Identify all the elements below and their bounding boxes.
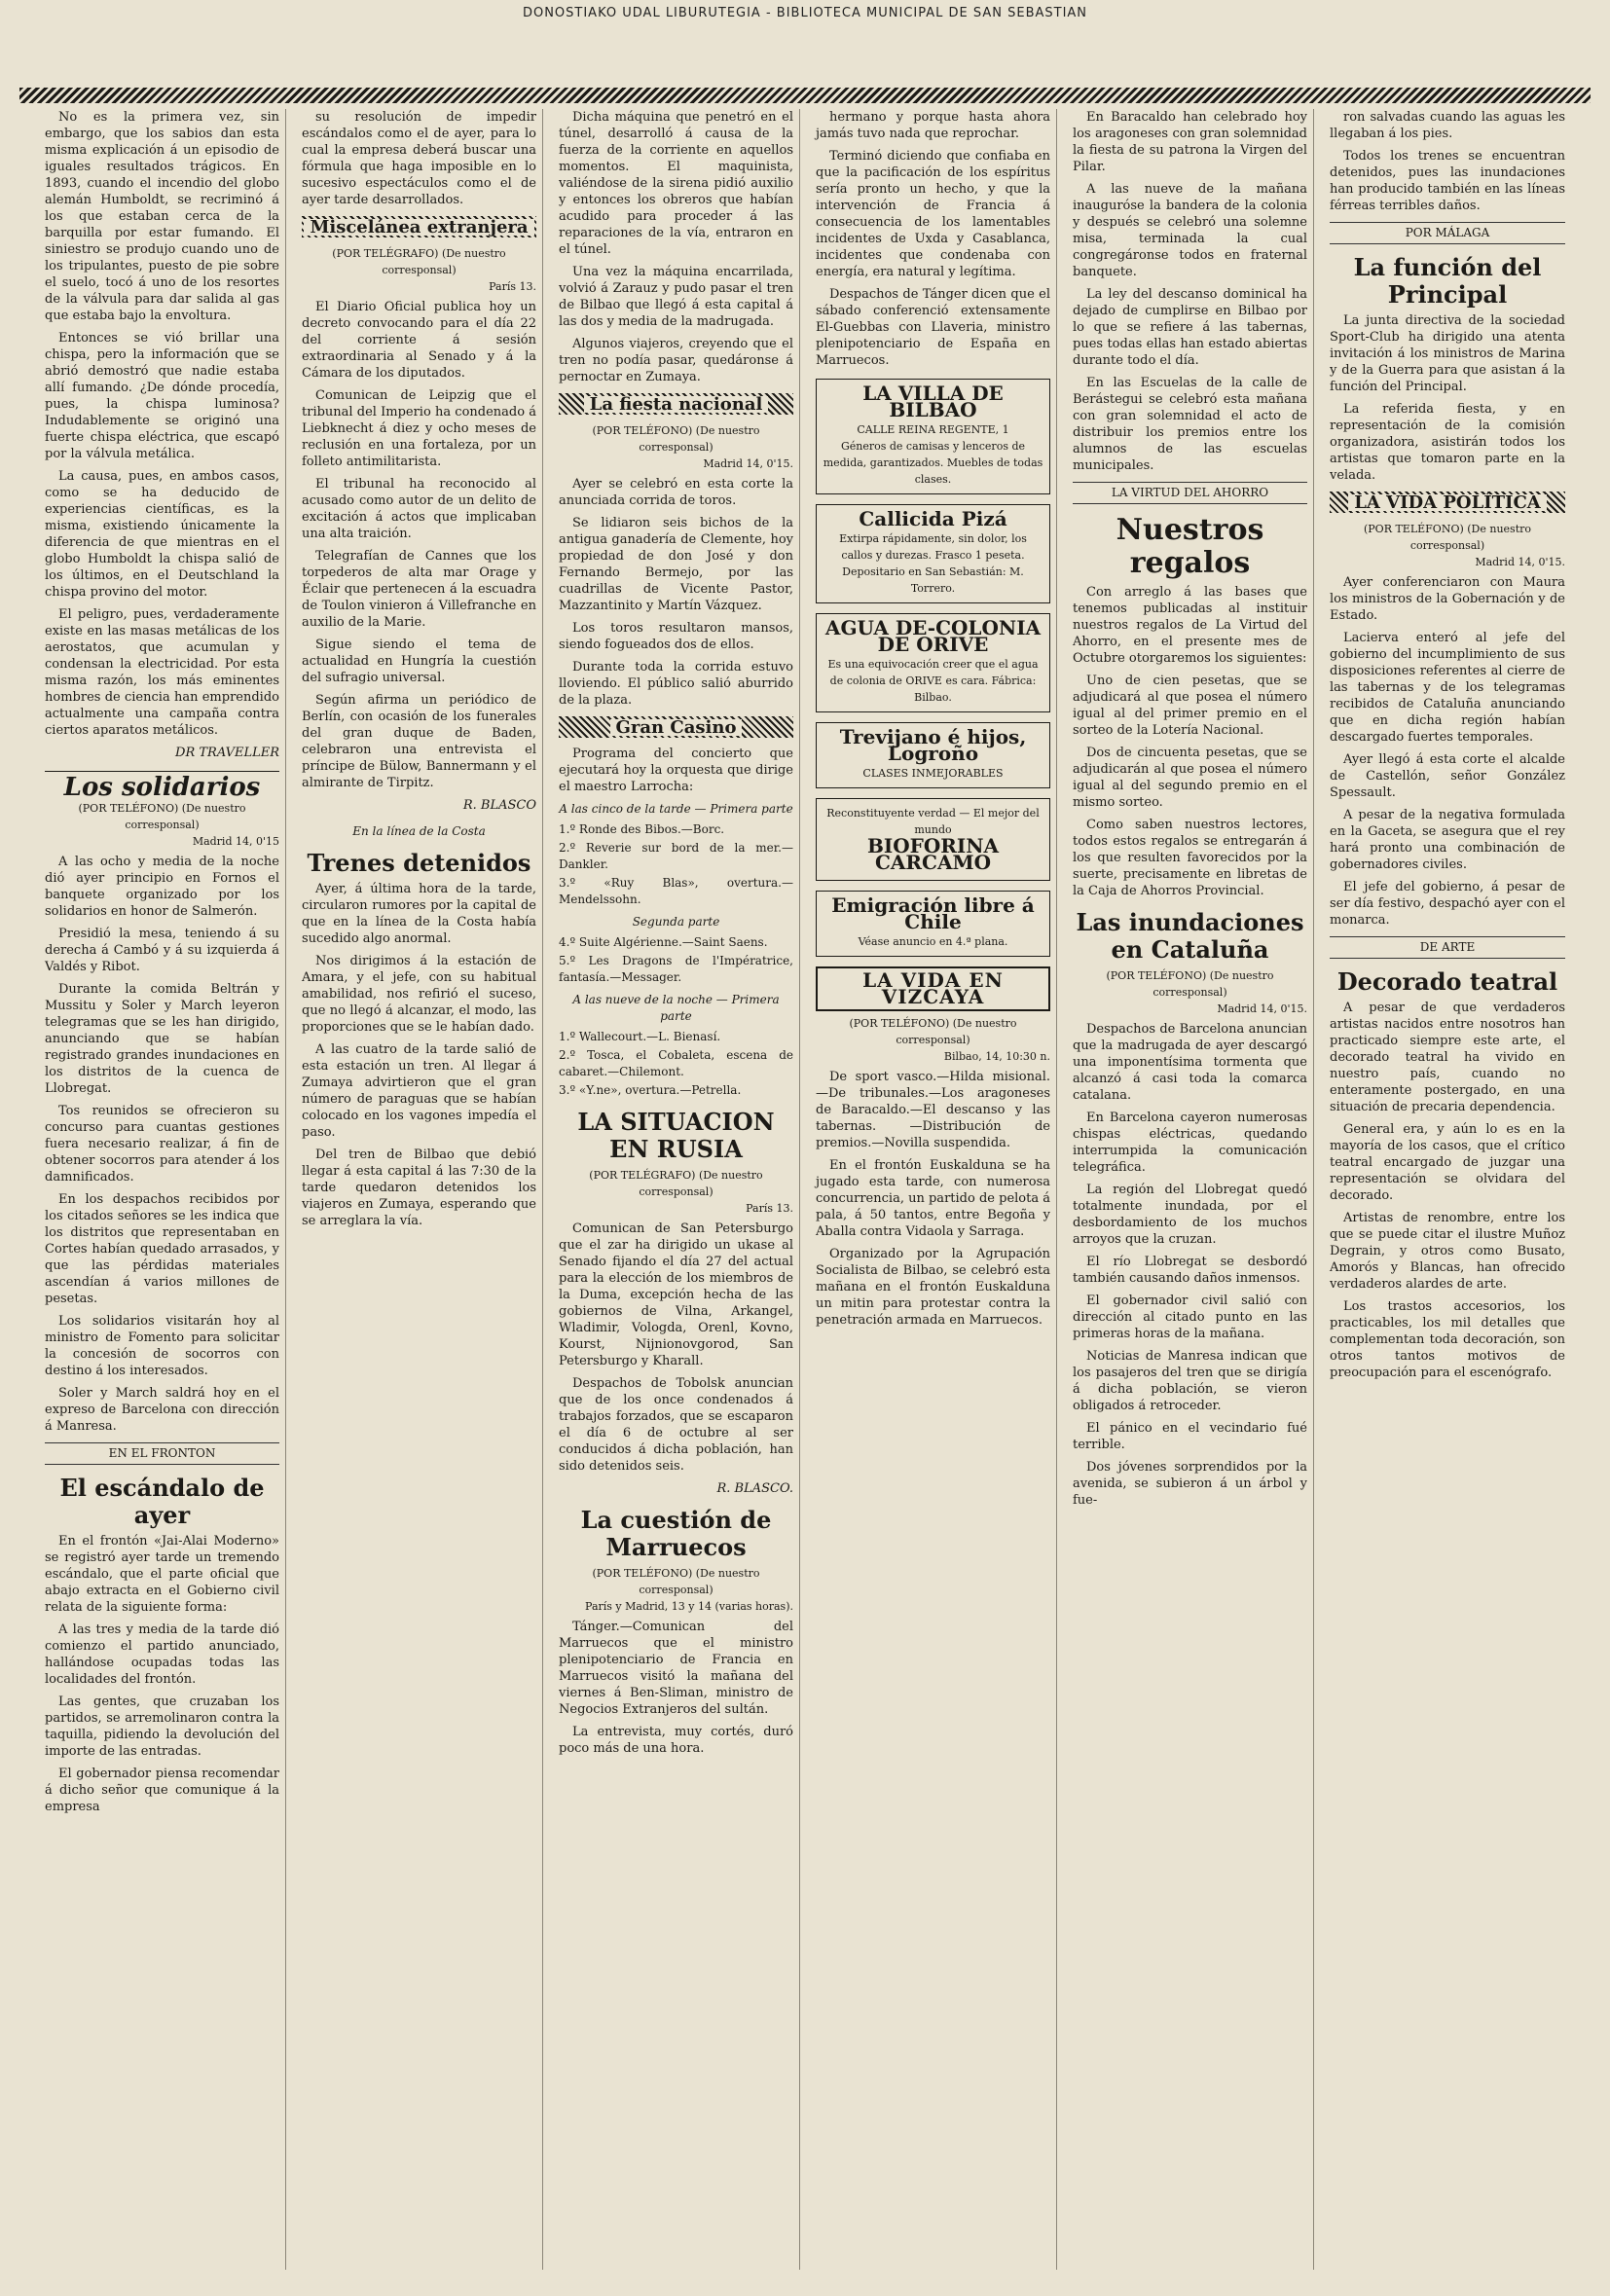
paragraph: A pesar de que verdaderos artistas nacidos entre nosotros han practicado siempre este arte, el decorado teatral ha vivido en nuestro país, cuando no enteramente postergado, en una situación de precaria dependencia. (1330, 1001, 1565, 1114)
dateline: Madrid 14, 0'15. (1217, 1002, 1307, 1015)
list-item: 2.º Reverie sur bord de la mer.—Dankler. (559, 841, 793, 871)
paragraph: El Diario Oficial publica hoy un decreto convocando para el día 22 del corriente á sesión extraordinaria al Senado y á la Cámara de los diputados. (302, 300, 536, 381)
newspaper-page (39, 109, 1571, 2270)
paragraph: En el frontón Euskalduna se ha jugado esta tarde, con numerosa concurrencia, un partido de pelota á pala, á 50 tantos, entre Begoña y Aballa contra Vidaola y Sarraga. (816, 1158, 1050, 1239)
paragraph: Ayer se celebró en esta corte la anunciada corrida de toros. (559, 477, 793, 508)
ad-title: Emigración libre á Chile (831, 893, 1035, 933)
paragraph: Como saben nuestros lectores, todos estos regalos se entregarán á los que resulten favorecidos por la suerte, precisamente en libretas de la Caja de Ahorros Provincial. (1073, 818, 1307, 898)
ad-trevijano (816, 722, 1050, 788)
paragraph: El gobernador piensa recomendar á dicho señor que comunique á la empresa (45, 1767, 279, 1814)
kicker-arte: DE ARTE (1330, 936, 1565, 959)
kicker-linea-costa: En la línea de la Costa (352, 824, 486, 838)
paragraph: El tribunal ha reconocido al acusado como autor de un delito de excitación á actos que implicaban una alta traición. (302, 477, 536, 541)
kicker-fronton: EN EL FRONTON (45, 1442, 279, 1465)
byline: (POR TELÉFONO) (De nuestro corresponsal) (849, 1017, 1017, 1046)
program-list-2 (559, 934, 793, 986)
column-6 (1324, 109, 1571, 2270)
paragraph: Tánger.—Comunican del Marruecos que el ministro plenipotenciario de Francia en Marruecos visitó la mañana del viernes á Ben-Sliman, ministro de Negocios Extranjeros del sultán. (559, 1620, 793, 1717)
paragraph: La causa, pues, en ambos casos, como se ha deducido de experiencias científicas, es la misma, existiendo únicamente la diferencia de que mientras en el globo Humboldt la chispa salió de los últimos, en el Deutschland la chispa provino del motor. (45, 469, 279, 600)
headline-principal: La función del Principal (1353, 253, 1542, 309)
paragraph: La entrevista, muy cortés, duró poco más de una hora. (559, 1725, 793, 1756)
signature: R. BLASCO (462, 798, 536, 813)
paragraph: Telegrafían de Cannes que los torpederos de alta mar Orage y Éclair que pertenecen á la escuadra de Toulon vinieron á Villefranche en auxilio de la Marie. (302, 549, 536, 630)
ad-callicida (816, 504, 1050, 603)
signature: R. BLASCO. (716, 1481, 793, 1496)
paragraph: Comunican de San Petersburgo que el zar ha dirigido un ukase al Senado fijando el día 27 del actual para la elección de los miembros de la Duma, excepción hecha de las gobiernos de Vilna, Arkangel, Wladimir, Vologda, Orenl, Kovno, Kourst, Nijnionovgorod, San Petersburgo y Kharall. (559, 1221, 793, 1368)
paragraph: Durante toda la corrida estuvo lloviendo. El público salió aburrido de la plaza. (559, 660, 793, 708)
paragraph: Ayer llegó á esta corte el alcalde de Castellón, señor González Spessault. (1330, 752, 1565, 800)
ad-subtitle: Véase anuncio en 4.ª plana. (858, 935, 1008, 948)
dateline: Bilbao, 14, 10:30 n. (943, 1050, 1050, 1063)
headline-marruecos: La cuestión de Marruecos (580, 1506, 772, 1561)
ad-subtitle: CALLE REINA REGENTE, 1 (857, 423, 1009, 436)
paragraph: Despachos de Tánger dicen que el sábado conferenció extensamente El-Guebbas con Llaveria, ministro plenipotenciario de España en Marruecos. (816, 287, 1050, 368)
paragraph: El río Llobregat se desbordó también causando daños inmensos. (1073, 1255, 1307, 1286)
column-1 (39, 109, 286, 2270)
program-list-1 (559, 821, 793, 908)
ad-villa-bilbao (816, 379, 1050, 494)
paragraph: Dicha máquina que penetró en el túnel, desarrolló á causa de la fuerza de la corriente en aquellos momentos. El maquinista, valiéndose de la sirena pidió auxilio y entonces los obreros que habían acudido para proceder á las reparaciones de la vía, entraron en el túnel. (559, 110, 793, 257)
byline: (POR TELÉFONO) (De nuestro corresponsal) (1106, 969, 1274, 999)
program-section: A las cinco de la tarde — Primera parte (559, 802, 793, 816)
dateline: Madrid 14, 0'15. (1475, 556, 1565, 568)
headline-politica: LA VIDA POLÍTICA (1348, 494, 1547, 511)
paragraph: Organizado por la Agrupación Socialista de Bilbao, se celebró esta mañana en el frontón Euskalduna un mitin para protestar contra la penetración armada en Marruecos. (816, 1247, 1050, 1328)
paragraph: ron salvadas cuando las aguas les llegaban á los pies. (1330, 110, 1565, 141)
program-list-3 (559, 1029, 793, 1099)
paragraph: La junta directiva de la sociedad Sport-Club ha dirigido una atenta invitación á los ministros de Marina y de la Guerra para que asistan á la función del Principal. (1330, 313, 1565, 394)
paragraph: La región del Llobregat quedó totalmente inundada, por el desbordamiento de los muchos arroyos que la cruzan. (1073, 1183, 1307, 1247)
headline-rusia: LA SITUACION EN RUSIA (577, 1108, 775, 1163)
headline-inundaciones: Las inundaciones en Cataluña (1076, 908, 1304, 964)
paragraph: Programa del concierto que ejecutará hoy la orquesta que dirige el maestro Larrocha: (559, 747, 793, 794)
headline-escandalo: El escándalo de ayer (59, 1474, 265, 1529)
paragraph: Durante la comida Beltrán y Mussitu y Soler y March leyeron telegramas que se les han dirigido, anunciando que se habían registrado grandes inundaciones en los distritos de la cuenca de Llobregat. (45, 982, 279, 1096)
paragraph: A las cuatro de la tarde salió de esta estación un tren. Al llegar á Zumaya advirtieron que el gran número de paraguas que se habían colocado en los vagones impedía el paso. (302, 1042, 536, 1140)
paragraph: Tos reunidos se ofrecieron su concurso para cuantas gestiones fuera necesario realizar, á fin de obtener socorros para atender á los damnificados. (45, 1104, 279, 1184)
paragraph: Los toros resultaron mansos, siendo fogueados dos de ellos. (559, 621, 793, 652)
list-item: 3.º «Ruy Blas», overtura.—Mendelssohn. (559, 876, 793, 906)
paragraph: Los trastos accesorios, los practicables, los mil detalles que complementan toda decoración, son otros tantos motivos de preocupación para el escenógrafo. (1330, 1299, 1565, 1380)
headline-miscelanea: Miscelánea extranjera (304, 219, 533, 236)
paragraph: El jefe del gobierno, á pesar de ser día festivo, despachó ayer con el monarca. (1330, 880, 1565, 928)
paragraph: A las nueve de la mañana inauguróse la bandera de la colonia y después se celebró una solemne misa, terminada la cual congregáronse todos en fraternal banquete. (1073, 182, 1307, 279)
list-item: 1.º Wallecourt.—L. Bienasí. (559, 1030, 721, 1043)
paragraph: Dos jóvenes sorprendidos por la avenida, se subieron á un árbol y fue- (1073, 1460, 1307, 1508)
paragraph: El gobernador civil salió con dirección al citado punto en las primeras horas de la mañana. (1073, 1294, 1307, 1341)
ad-bioforina (816, 798, 1050, 881)
ad-text: Géneros de camisas y lenceros de medida, garantizados. Muebles de todas clases. (823, 440, 1043, 486)
paragraph: Lacierva enteró al jefe del gobierno del incumplimiento de sus disposiciones referentes al cierre de las tabernas y de los telegramas recibidos de Cataluña anunciando que en dicha región habían descargado fuertes temporales. (1330, 631, 1565, 745)
paragraph: En Barcelona cayeron numerosas chispas eléctricas, quedando interrumpida la comunicación telegráfica. (1073, 1111, 1307, 1175)
paragraph: Los solidarios visitarán hoy al ministro de Fomento para solicitar la concesión de socorros con destino á los interesados. (45, 1314, 279, 1378)
column-3 (553, 109, 800, 2270)
paragraph: El peligro, pues, verdaderamente existe en las masas metálicas de los aerostatos, que acumulan y condensan la electricidad. Por esta misma razón, los más eminentes hombres de ciencia han emprendido actualmente una campaña contra ciertos aparatos metálicos. (45, 607, 279, 738)
ad-agua-colonia (816, 613, 1050, 712)
paragraph: No es la primera vez, sin embargo, que los sabios dan esta misma explicación á un episodio de iguales resultados trágicos. En 1893, cuando el incendio del globo alemán Humboldt, se recriminó á los que estaban cerca de la barquilla por estar fumando. El siniestro se produjo cuando uno de los tripulantes, puesto de pie sobre el suelo, tocó á uno de los resortes de la válvula para dar salida al gas que estaba bajo la envoltura. (45, 110, 279, 323)
library-banner: DONOSTIAKO UDAL LIBURUTEGIA - BIBLIOTECA MUNICIPAL DE SAN SEBASTIAN (522, 6, 1088, 20)
paragraph: General era, y aún lo es en la mayoría de los casos, que el crítico teatral encargado de juzgar una representación se olvidara del decorado. (1330, 1122, 1565, 1203)
headline-fiesta-box (559, 393, 793, 415)
paragraph: Noticias de Manresa indican que los pasajeros del tren que se dirigía á dicha población, se vieron obligados á retroceder. (1073, 1349, 1307, 1413)
headline-miscelanea-box (302, 216, 536, 237)
paragraph: El pánico en el vecindario fué terrible. (1073, 1421, 1307, 1452)
paragraph: Del tren de Bilbao que debió llegar á esta capital á las 7:30 de la tarde quedaron detenidos los viajeros en Zumaya, esperando que se arreglara la vía. (302, 1148, 536, 1228)
paragraph: Despachos de Barcelona anuncian que la madrugada de ayer descargó una imponentísima tormenta que alcanzó á casi toda la comarca catalana. (1073, 1022, 1307, 1103)
paragraph: Según afirma un periódico de Berlín, con ocasión de los funerales del gran duque de Baden, celebraron una entrevista el príncipe de Bülow, Bannermann y el almirante de Tirpitz. (302, 693, 536, 790)
paragraph: En Baracaldo han celebrado hoy los aragoneses con gran solemnidad la fiesta de su patrona la Virgen del Pilar. (1073, 110, 1307, 174)
paragraph: Se lidiaron seis bichos de la antigua ganadería de Clemente, hoy propiedad de don José y don Fernando Bermejo, por las cuadrillas de Vicente Pastor, Mazzantinito y Martín Vázquez. (559, 516, 793, 613)
paragraph: La ley del descanso dominical ha dejado de cumplirse en Bilbao por lo que se refiere á las tabernas, pues todas ellas han estado abiertas durante todo el día. (1073, 287, 1307, 368)
paragraph: De sport vasco.—Hilda misional. —De tribunales.—Los aragoneses de Baracaldo.—El descanso y las tabernas. —Distribución de premios.—Novilla suspendida. (816, 1070, 1050, 1150)
ad-title: Trevijano é hijos, Logroño (839, 725, 1027, 765)
headline-casino: Gran Casino (610, 719, 743, 736)
dateline: Madrid 14, 0'15 (192, 835, 279, 848)
column-5 (1067, 109, 1314, 2270)
byline: (POR TELÉFONO) (De nuestro corresponsal) (78, 802, 246, 831)
ad-emigracion (816, 891, 1050, 957)
paragraph: Comunican de Leipzig que el tribunal del Imperio ha condenado á Liebknecht á diez y ocho meses de reclusión en una fortaleza, por un folleto antimilitarista. (302, 388, 536, 469)
ad-subtitle: Reconstituyente verdad — El mejor del mundo (826, 807, 1040, 836)
dateline: París y Madrid, 13 y 14 (varias horas). (585, 1600, 793, 1613)
headline-trenes: Trenes detenidos (307, 849, 531, 877)
list-item: 3.º «Y.ne», overtura.—Petrella. (559, 1083, 742, 1097)
signature: DR TRAVELLER (175, 746, 279, 760)
paragraph: En las Escuelas de la calle de Berástegui se celebró esta mañana con gran solemnidad el acto de distribuir los premios entre los alumnos de las escuelas municipales. (1073, 376, 1307, 473)
paragraph: Nos dirigimos á la estación de Amara, y el jefe, con su habitual amabilidad, nos refirió el suceso, que no llegó á alcanzar, el modo, las proporciones que se le habían dado. (302, 954, 536, 1035)
program-section: A las nueve de la noche — Primera parte (572, 993, 780, 1023)
paragraph: Entonces se vió brillar una chispa, pero la información que se abrió demostró que nadie estaba allí fumando. ¿De dónde procedía, pues, la chispa luminosa? Indudablemente se originó una fuerte chispa eléctrica, que escapó por la válvula metálica. (45, 331, 279, 461)
paragraph: En el frontón «Jai-Alai Moderno» se registró ayer tarde un tremendo escándalo, que el parte oficial que abajo extracta en el Gobierno civil relata de la siguiente forma: (45, 1534, 279, 1615)
headline-regalos: Nuestros regalos (1116, 513, 1264, 580)
list-item: 5.º Les Dragons de l'Impératrice, fantasía.—Messager. (559, 954, 793, 984)
paragraph: Todos los trenes se encuentran detenidos, pues las inundaciones han producido también en las líneas férreas terribles daños. (1330, 149, 1565, 213)
paragraph: La referida fiesta, y en representación de la comisión organizadora, asistirán todos los artistas que tomaron parte en la velada. (1330, 402, 1565, 483)
column-4 (810, 109, 1057, 2270)
byline: (POR TELÉFONO) (De nuestro corresponsal) (592, 1567, 760, 1596)
paragraph: Soler y March saldrá hoy en el expreso de Barcelona con dirección á Manresa. (45, 1386, 279, 1434)
headline-fiesta: La fiesta nacional (584, 396, 769, 413)
masthead-rule (19, 88, 1591, 103)
column-2 (296, 109, 543, 2270)
dateline: París 13. (489, 280, 536, 293)
paragraph: A las tres y media de la tarde dió comienzo el partido anunciado, hallándose ocupadas todas las localidades del frontón. (45, 1622, 279, 1687)
paragraph: Algunos viajeros, creyendo que el tren no podía pasar, quedáronse á pernoctar en Zumaya. (559, 337, 793, 384)
paragraph: Ayer conferenciaron con Maura los ministros de la Gobernación y de Estado. (1330, 575, 1565, 623)
paragraph: Con arreglo á las bases que tenemos publicadas al instituir nuestros regalos de La Virtud del Ahorro, en el presente mes de Octubre otorgaremos los siguientes: (1073, 585, 1307, 666)
paragraph: Artistas de renombre, entre los que se puede citar el ilustre Muñoz Degrain, y otros como Busato, Amorós y Blancas, han ofrecido verdaderos alardes de arte. (1330, 1211, 1565, 1292)
paragraph: Dos de cincuenta pesetas, que se adjudicarán al que posea el número igual al del segundo premio en el mismo sorteo. (1073, 746, 1307, 810)
ad-text: Es una equivocación creer que el agua de colonia de ORIVE es cara. Fábrica: Bilbao. (827, 658, 1039, 704)
kicker-malaga: POR MÁLAGA (1330, 222, 1565, 244)
paragraph: A pesar de la negativa formulada en la Gaceta, se asegura que el rey hará pronto una combinación de gobernadores civiles. (1330, 808, 1565, 872)
list-item: 1.º Ronde des Bibos.—Borc. (559, 822, 725, 836)
headline-solidarios: Los solidarios (63, 773, 261, 802)
kicker-ahorro: LA VIRTUD DEL AHORRO (1073, 482, 1307, 504)
paragraph: su resolución de impedir escándalos como el de ayer, para lo cual la empresa deberá buscar una fórmula que haga imposible en lo sucesivo espectáculos como el de ayer tarde desarrollados. (302, 110, 536, 207)
ad-text: Extirpa rápidamente, sin dolor, los callos y durezas. Frasco 1 peseta. Depositario en San Sebastián: M. Torrero. (839, 532, 1027, 595)
dateline: París 13. (746, 1202, 793, 1215)
paragraph: Terminó diciendo que confiaba en que la pacificación de los espíritus sería pronto un hecho, y que la intervención de Francia á consecuencia de los lamentables incidentes de Uxda y Casablanca, incidentes que condenaba con energía, era natural y legítima. (816, 149, 1050, 279)
paragraph: Ayer, á última hora de la tarde, circularon rumores por la capital de que en la línea de la Costa había sucedido algo anormal. (302, 882, 536, 946)
ad-title: Callicida Pizá (859, 507, 1007, 530)
headline-politica-box (1330, 492, 1565, 513)
byline: (POR TELÉFONO) (De nuestro corresponsal) (1363, 523, 1531, 552)
ad-subtitle: CLASES INMEJORABLES (862, 767, 1004, 780)
headline-decorado: Decorado teatral (1336, 967, 1558, 996)
divider (45, 771, 279, 772)
ad-title: LA VILLA DE BILBAO (862, 382, 1004, 421)
list-item: 2.º Tosca, el Cobaleta, escena de cabaret.—Chilemont. (559, 1048, 793, 1078)
paragraph: hermano y porque hasta ahora jamás tuvo nada que reprochar. (816, 110, 1050, 141)
byline: (POR TELÉGRAFO) (De nuestro corresponsal) (589, 1169, 763, 1198)
dateline: Madrid 14, 0'15. (703, 457, 793, 470)
paragraph: Las gentes, que cruzaban los partidos, se arremolinaron contra la taquilla, pidiendo la devolución del importe de las entradas. (45, 1695, 279, 1759)
headline-casino-box (559, 716, 793, 738)
paragraph: Uno de cien pesetas, que se adjudicará al que posea el número igual al del primer premio en el sorteo de la Lotería Nacional. (1073, 674, 1307, 738)
paragraph: Sigue siendo el tema de actualidad en Hungría la cuestión del sufragio universal. (302, 638, 536, 685)
program-section: Segunda parte (632, 915, 720, 929)
headline-vizcaya: LA VIDA EN VIZCAYA (816, 966, 1050, 1011)
byline: (POR TELÉFONO) (De nuestro corresponsal) (592, 424, 760, 454)
ad-title: BIOFORINA CARCAMO (866, 834, 1000, 874)
paragraph: A las ocho y media de la noche dió ayer principio en Fornos el banquete organizado por los solidarios en honor de Salmerón. (45, 855, 279, 919)
byline: (POR TELÉGRAFO) (De nuestro corresponsal) (332, 247, 506, 276)
paragraph: En los despachos recibidos por los citados señores se les indica que los distritos que representaban en Cortes habían quedado arrasados, y que las pérdidas materiales ascendían á varios millones de pesetas. (45, 1192, 279, 1306)
paragraph: Presidió la mesa, teniendo á su derecha á Cambó y á su izquierda á Valdés y Ribot. (45, 927, 279, 974)
list-item: 4.º Suite Algérienne.—Saint Saens. (559, 935, 768, 949)
paragraph: Una vez la máquina encarrilada, volvió á Zarauz y pudo pasar el tren de Bilbao que llegó á esta capital á las dos y media de la madrugada. (559, 265, 793, 329)
paragraph: Despachos de Tobolsk anuncian que de los once condenados á trabajos forzados, que se escaparon el día 6 de octubre al ser conducidos á dicha población, han sido detenidos seis. (559, 1376, 793, 1474)
ad-title: AGUA DE-COLONIA DE ORIVE (824, 616, 1042, 656)
